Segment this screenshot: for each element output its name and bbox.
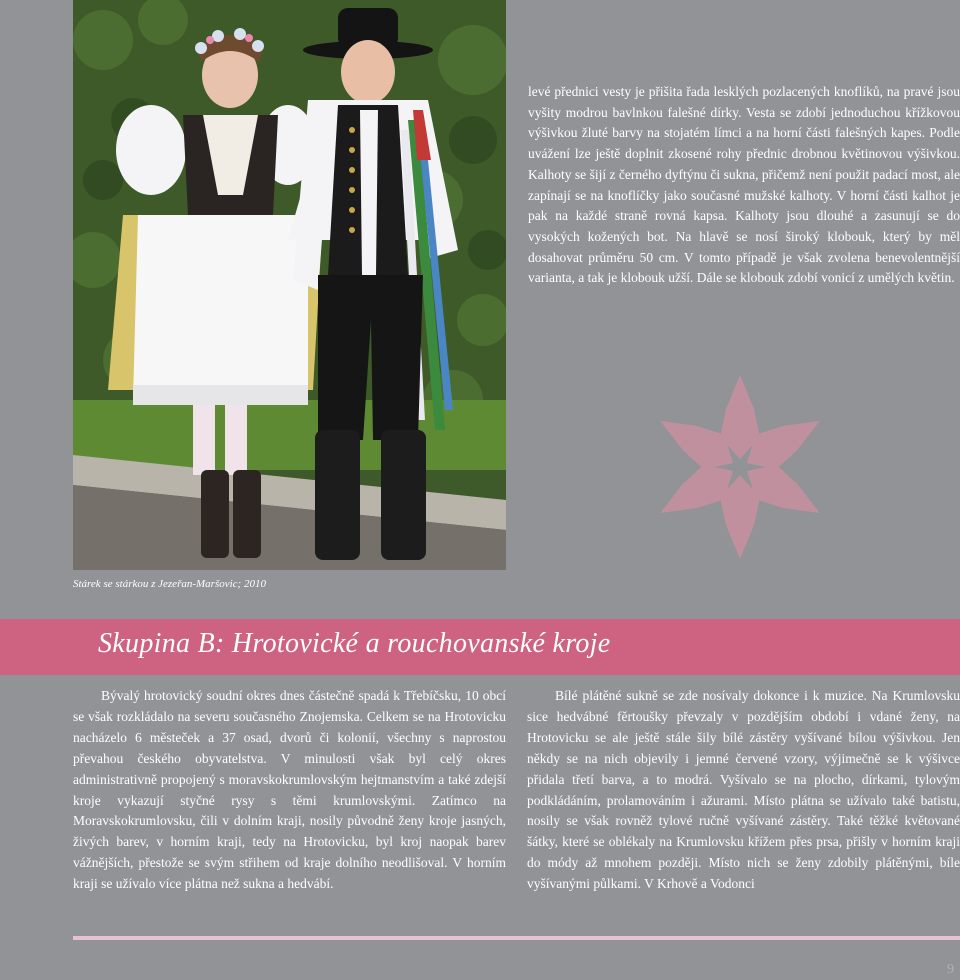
photo-caption: Stárek se stárkou z Jezeřan-Maršovic; 2010 <box>73 578 266 590</box>
text-column-left: Bývalý hrotovický soudní okres dnes částečně spadá k Třebíčsku, 10 obcí se však rozkládalo na severu současného Znojemska. Celkem se na Hrotovicku nacházelo 6 městeček a 37 osad, dvorů či kolonií, všechny s naprostou převahou českého obyvatelstva. V minulosti však byl celý okres administrativně propojený s moravskokrumlovským hejtmanstvím a také zdejší kroje vykazují styčné rysy s těmi krumlovskými. Zatímco na Moravskokrumlovsku, čili v dolním kraji, nosily původně ženy kroje jasných, živých barev, v horním kraji, tedy na Hrotovicku, byl kroj naopak barev vážnějších, přestože se svým střihem od kraje dolního neodlišoval. V horním kraji se užívalo více plátna než sukna a hedvábí. <box>73 688 506 892</box>
section-banner <box>0 619 960 675</box>
text-column-right: Bílé plátěné sukně se zde nosívaly dokonce i k muzice. Na Krumlovsku sice hedvábné fěrtoušky převzaly v pozdějším období i vdané ženy, na Hrotovicku se ale ještě stále šily bílé zástěry vyšívané bílou výšivkou. Jen někdy se na nich objevily i jemné červené vzory, výjimečně se k výšivce přidala třetí barva, a to modrá. Vyšívalo se na plocho, dírkami, tylovým podkládáním, prolamováním i ažurami. Místo plátna se užívalo také batistu, nosily se však rovněž tylové ručně vyšívané zástěry. Také těžké květované šátky, které se oblékaly na Krumlovsku křížem přes prsa, přišly v horním kraji do módy až mnohem později. Místo nich se ženy zdobily plátěnými, bíle vyšívanými půlkami. V Krhově a Vodonci <box>527 688 960 892</box>
folk-costume-illustration <box>73 0 506 570</box>
page-number: 9 <box>947 962 954 977</box>
footer-rule <box>73 936 960 940</box>
section-title: Skupina B: Hrotovické a rouchovanské kroje <box>98 628 611 659</box>
intro-paragraph: levé přednici vesty je přišita řada lesklých pozlacených knoflíků, na pravé jsou vyšity modrou bavlnkou falešné dírky. Vesta se zdobí jednoduchou křížkovou výšivkou žluté barvy na stojatém límci a na horní části falešných kapes. Podle uvážení lze ještě doplnit zkosené rohy přednic drobnou květinovou výšivkou. Kalhoty se šijí z černého dyftýnu či sukna, přičemž není použit padací most, ale zapínají se na knoflíčky jako současné mužské kalhoty. V horní části kalhot je pak na každé straně rovná kapsa. Kalhoty jsou dlouhé a zasunují se do vysokých kožených bot. Na hlavě se nosí široký klobouk, který by měl dosahovat průměru 50 cm. V tomto případě je však zvolena benevolentnější varianta, a tak je klobouk užší. Dále se klobouk zdobí vonicí z umělých květin. <box>528 84 960 286</box>
rosette-ornament <box>652 372 828 562</box>
couple-photo <box>73 0 506 570</box>
